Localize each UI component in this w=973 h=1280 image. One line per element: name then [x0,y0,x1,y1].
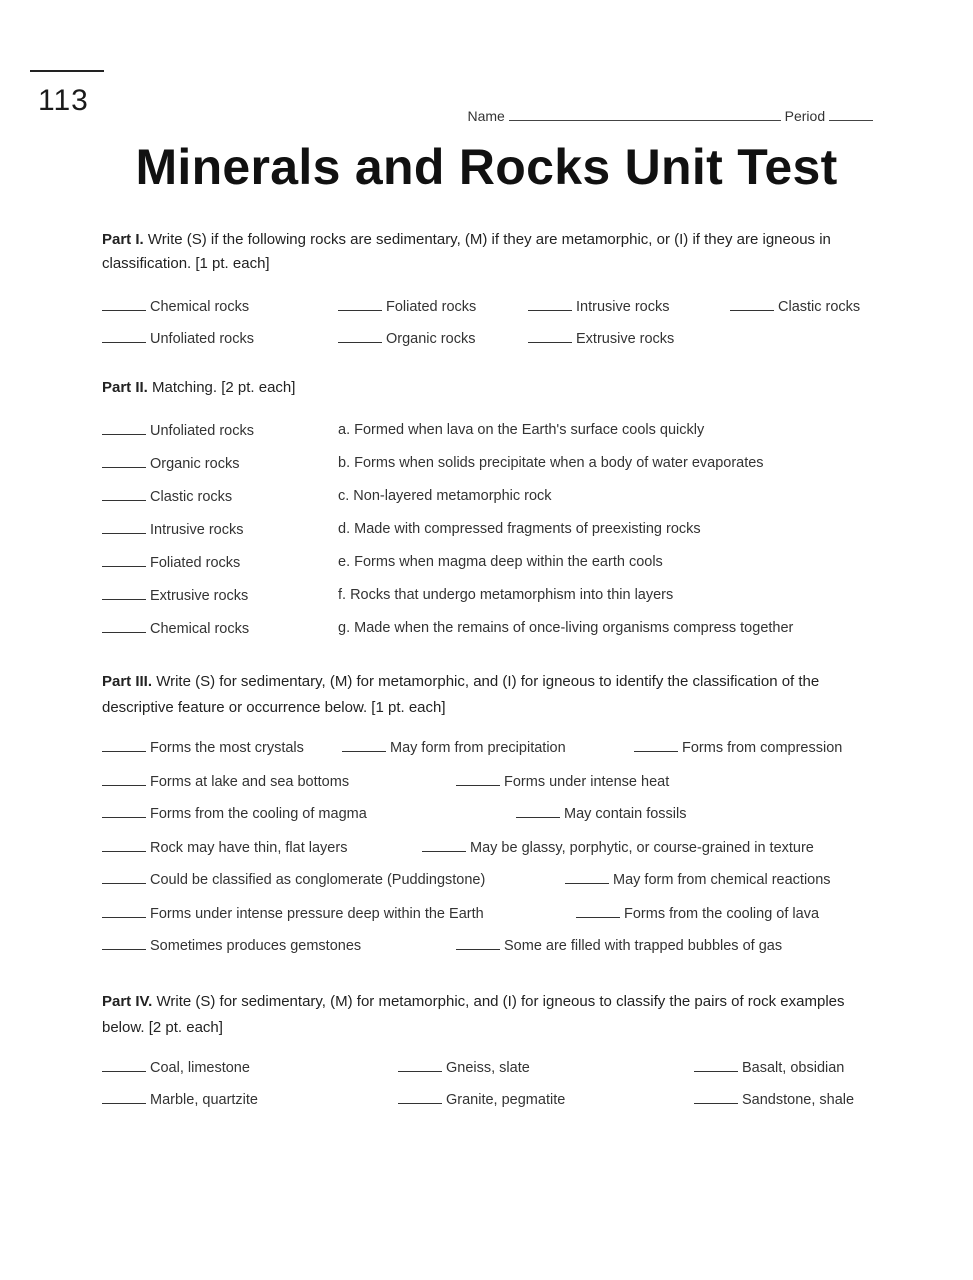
answer-blank[interactable] [102,330,146,343]
part4-row [102,1091,874,1123]
period-blank[interactable] [829,110,873,121]
matching-term: Organic rocks [150,456,240,472]
answer-blank[interactable] [102,422,146,435]
part4-item: Marble, quartzite [102,1091,258,1108]
matching-term: Intrusive rocks [150,522,244,538]
matching-definition: g. Made when the remains of once-living organisms compress together [338,620,794,636]
matching-definition: c. Non-layered metamorphic rock [338,488,552,504]
part3-item: Rock may have thin, flat layers [102,839,347,856]
part3-item: Forms at lake and sea bottoms [102,773,349,790]
answer-blank[interactable] [102,620,146,633]
part1-row [102,298,874,330]
answer-blank[interactable] [342,739,386,752]
matching-row [102,554,874,587]
answer-blank[interactable] [102,937,146,950]
name-period-line [468,108,874,124]
part3-item: Forms from the cooling of lava [576,905,819,922]
part3-row [102,773,874,805]
answer-blank[interactable] [456,773,500,786]
part3-item: Forms under intense pressure deep within the Earth [102,905,484,922]
part3-heading [102,669,874,721]
part4-item: Gneiss, slate [398,1059,530,1076]
answer-blank[interactable] [102,587,146,600]
part4-item: Basalt, obsidian [694,1059,844,1076]
part1-item: Foliated rocks [338,298,476,315]
answer-blank[interactable] [456,937,500,950]
part1-row [102,330,874,362]
name-label: Name [467,108,505,124]
part3-item: May contain fossils [516,805,687,822]
answer-blank[interactable] [565,871,609,884]
part3-item: Forms from the cooling of magma [102,805,367,822]
answer-blank[interactable] [102,298,146,311]
answer-blank[interactable] [694,1059,738,1072]
answer-blank[interactable] [102,805,146,818]
matching-term: Extrusive rocks [150,588,249,604]
part3-row [102,905,874,937]
part1-item: Chemical rocks [102,298,249,315]
answer-blank[interactable] [398,1059,442,1072]
answer-blank[interactable] [102,905,146,918]
part3-instructions: Write (S) for sedimentary, (M) for metamorphic, and (I) for igneous to identify the classification of the descriptive feature or occurrence below. [1 pt. each] [102,673,820,716]
part1-label: Part I. [102,231,144,248]
period-label: Period [784,108,826,124]
matching-row [102,620,874,653]
part3-row [102,805,874,839]
part3-row [102,739,874,773]
answer-blank[interactable] [516,805,560,818]
part3-item: Forms the most crystals [102,739,304,756]
part4-row [102,1059,874,1091]
matching-definition: b. Forms when solids precipitate when a body of water evaporates [338,455,764,471]
answer-blank[interactable] [576,905,620,918]
part1-item: Unfoliated rocks [102,330,254,347]
answer-blank[interactable] [102,839,146,852]
name-blank[interactable] [509,110,781,121]
part3-item: May form from chemical reactions [565,871,831,888]
part1-heading [102,228,874,276]
part3-label: Part III. [102,673,153,690]
answer-blank[interactable] [634,739,678,752]
answer-blank[interactable] [102,1091,146,1104]
answer-blank[interactable] [528,330,572,343]
answer-blank[interactable] [102,1059,146,1072]
part2-instructions: Matching. [2 pt. each] [147,379,296,396]
part2-heading [102,376,874,400]
answer-blank[interactable] [338,330,382,343]
part4-instructions: Write (S) for sedimentary, (M) for metamorphic, and (I) for igneous to classify the pairs of rock examples below. [2 pt. each] [102,993,845,1036]
part3-row [102,937,874,969]
part1-item: Clastic rocks [730,298,860,315]
answer-blank[interactable] [102,521,146,534]
page-title: Minerals and Rocks Unit Test [135,139,838,195]
part1-item: Organic rocks [338,330,475,347]
part4-item: Coal, limestone [102,1059,250,1076]
part3-item: Could be classified as conglomerate (Puddingstone) [102,871,485,888]
part3-item: Forms from compression [634,739,842,756]
part1-instructions: Write (S) if the following rocks are sedimentary, (M) if they are metamorphic, or (I) if they are igneous in classification. [1 pt. each] [102,231,831,272]
matching-definition: d. Made with compressed fragments of preexisting rocks [338,521,701,537]
part1-item: Intrusive rocks [528,298,669,315]
answer-blank[interactable] [102,773,146,786]
part4-item: Sandstone, shale [694,1091,854,1108]
matching-definition: f. Rocks that undergo metamorphism into thin layers [338,587,674,603]
matching-row [102,587,874,620]
answer-blank[interactable] [102,871,146,884]
answer-blank[interactable] [694,1091,738,1104]
matching-row [102,488,874,521]
answer-blank[interactable] [422,839,466,852]
part3-item: May be glassy, porphytic, or course-grained in texture [422,839,814,856]
test-body [102,228,874,1123]
answer-blank[interactable] [528,298,572,311]
part4-heading [102,989,874,1041]
page-number [30,70,104,118]
part3-row [102,839,874,871]
matching-term: Foliated rocks [150,555,241,571]
answer-blank[interactable] [398,1091,442,1104]
answer-blank[interactable] [338,298,382,311]
part1-item: Extrusive rocks [528,330,674,347]
matching-row [102,455,874,488]
part3-item: Some are filled with trapped bubbles of gas [456,937,782,954]
answer-blank[interactable] [102,554,146,567]
matching-term: Chemical rocks [150,621,250,637]
part3-item: Sometimes produces gemstones [102,937,361,954]
matching-term: Clastic rocks [150,489,233,505]
part4-item: Granite, pegmatite [398,1091,565,1108]
page-number-text: 113 [38,84,89,117]
answer-blank[interactable] [102,455,146,468]
part4-label: Part IV. [102,993,153,1010]
matching-term: Unfoliated rocks [150,423,254,439]
answer-blank[interactable] [730,298,774,311]
matching-row [102,422,874,455]
part3-item: May form from precipitation [342,739,566,756]
matching-row [102,521,874,554]
matching-definition: e. Forms when magma deep within the earth cools [338,554,663,570]
part3-row [102,871,874,905]
score-line [30,70,104,72]
part2-label: Part II. [102,379,148,396]
answer-blank[interactable] [102,739,146,752]
answer-blank[interactable] [102,488,146,501]
matching-definition: a. Formed when lava on the Earth's surface cools quickly [338,422,705,438]
part3-item: Forms under intense heat [456,773,669,790]
